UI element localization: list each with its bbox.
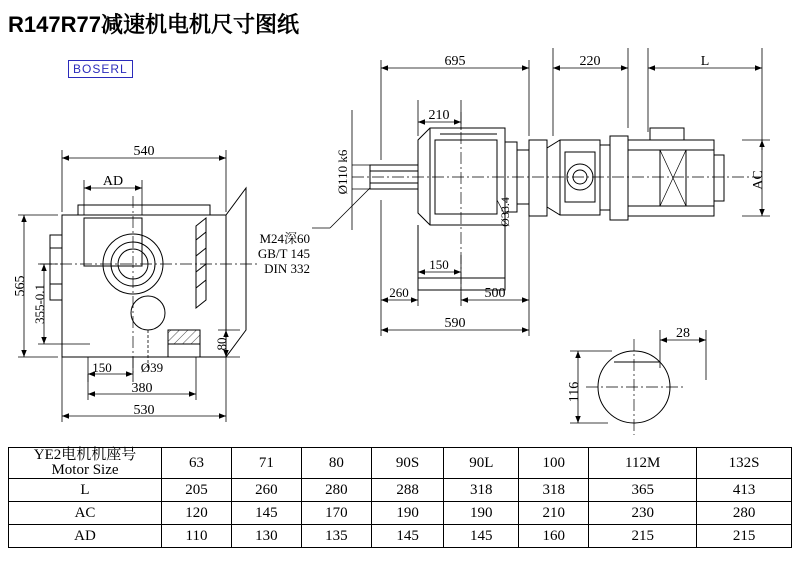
dim-220: 220 xyxy=(579,54,601,69)
table-cell: 170 xyxy=(301,502,371,525)
dim-AD: AD xyxy=(102,174,124,189)
main-view-dimensions xyxy=(312,48,770,336)
note-m24: M24深60 xyxy=(259,231,310,246)
dim-695: 695 xyxy=(444,54,466,69)
table-cell: 210 xyxy=(519,502,589,525)
table-cell: 288 xyxy=(371,479,443,502)
dim-565: 565 xyxy=(13,275,28,297)
row-label: AC xyxy=(9,502,162,525)
table-cell: 145 xyxy=(371,525,443,548)
dim-355: 355-0.1 xyxy=(32,283,47,325)
table-cell: 215 xyxy=(589,525,697,548)
page-title: R147R77减速机电机尺寸图纸 xyxy=(8,12,299,37)
table-cell: 135 xyxy=(301,525,371,548)
table-cell: 190 xyxy=(371,502,443,525)
dim-540: 540 xyxy=(133,144,155,159)
table-cell: 190 xyxy=(444,502,519,525)
table-cell: 280 xyxy=(697,502,792,525)
dim-260: 260 xyxy=(389,285,409,300)
dim-150: 150 xyxy=(92,360,112,375)
table-cell: 318 xyxy=(444,479,519,502)
motor-size-cell: 112M xyxy=(589,448,697,479)
dim-150-main: 150 xyxy=(429,257,449,272)
table-cell: 280 xyxy=(301,479,371,502)
motor-size-cell: 132S xyxy=(697,448,792,479)
note-din332: DIN 332 xyxy=(264,261,310,276)
table-cell: 120 xyxy=(162,502,232,525)
table-cell: 160 xyxy=(519,525,589,548)
dim-500: 500 xyxy=(484,286,506,301)
table-header-row xyxy=(9,448,792,479)
dim-210: 210 xyxy=(428,108,450,123)
dim-590: 590 xyxy=(444,316,466,331)
table-cell: 145 xyxy=(444,525,519,548)
main-view-group xyxy=(352,112,760,300)
motor-size-cell: 90L xyxy=(444,448,519,479)
note-gbt145: GB/T 145 xyxy=(257,246,310,261)
table-row xyxy=(9,502,792,525)
table-header-label xyxy=(9,448,162,479)
dim-d39: Ø39 xyxy=(140,360,164,375)
dim-AC: AC xyxy=(751,170,766,190)
table-cell: 215 xyxy=(697,525,792,548)
table-cell: 130 xyxy=(231,525,301,548)
row-label: L xyxy=(9,479,162,502)
table-cell: 260 xyxy=(231,479,301,502)
header-label-en: Motor Size xyxy=(51,462,119,478)
motor-size-cell: 90S xyxy=(371,448,443,479)
dim-d110: Ø110 k6 xyxy=(335,149,350,195)
motor-size-cell: 63 xyxy=(162,448,232,479)
dim-530: 530 xyxy=(133,403,155,418)
dim-80: 80 xyxy=(214,337,229,351)
table-cell: 365 xyxy=(589,479,697,502)
motor-size-cell: 71 xyxy=(231,448,301,479)
dim-116: 116 xyxy=(567,381,582,403)
row-label: AD xyxy=(9,525,162,548)
header-label-cn: YE2电机机座号 xyxy=(33,447,137,463)
dim-28: 28 xyxy=(676,326,690,341)
dimension-labels xyxy=(13,54,766,418)
table-cell: 205 xyxy=(162,479,232,502)
dim-380: 380 xyxy=(131,381,153,396)
shaft-section-view xyxy=(570,330,706,435)
table-cell: 110 xyxy=(162,525,232,548)
motor-size-cell: 100 xyxy=(519,448,589,479)
table-cell: 230 xyxy=(589,502,697,525)
table-cell: 413 xyxy=(697,479,792,502)
table-row xyxy=(9,525,792,548)
dim-334: Ø33.4 xyxy=(498,197,512,227)
brand-logo: BOSERL xyxy=(68,60,133,78)
table-cell: 318 xyxy=(519,479,589,502)
motor-size-table xyxy=(8,447,792,548)
table-cell: 145 xyxy=(231,502,301,525)
table-row xyxy=(9,479,792,502)
dim-L: L xyxy=(700,54,710,69)
motor-size-cell: 80 xyxy=(301,448,371,479)
